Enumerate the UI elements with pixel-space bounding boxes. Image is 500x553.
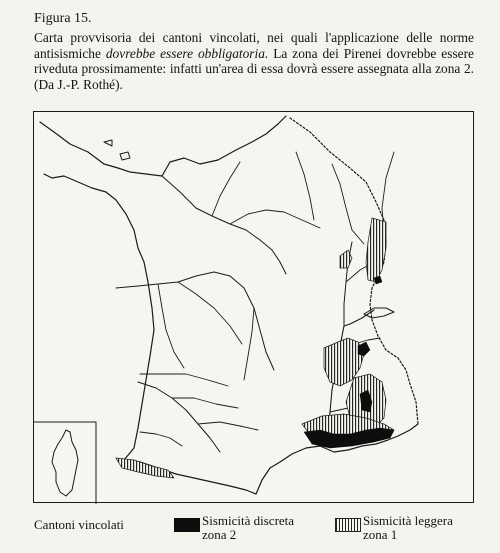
oise-river — [212, 162, 240, 216]
geneva-lake — [364, 308, 394, 318]
legend-leggera-line1: Sismicità leggera — [363, 513, 453, 528]
figure-caption — [34, 10, 474, 92]
legend-title: Cantoni vincolati — [34, 517, 124, 532]
zone-discreta-savoie — [358, 342, 370, 356]
caption-text-start: Carta provvisoria dei cantoni vincolati, nei quali l'applicazione delle norme antisismiche — [34, 30, 474, 61]
dordogne-river — [140, 374, 228, 386]
zone-leggera-pyrenees — [116, 458, 174, 478]
corsica-island — [52, 430, 78, 496]
adour-river — [140, 432, 182, 446]
caption-text-italic: dovrebbe essere obbligatoria. — [105, 45, 269, 61]
cher-river — [178, 282, 242, 344]
marne-river — [230, 210, 320, 228]
caption-text — [34, 30, 474, 92]
loire-river — [116, 272, 274, 370]
figure-label: Figura 15. — [34, 11, 92, 26]
tarn-river — [198, 422, 258, 430]
zone-leggera-vosges — [366, 218, 386, 282]
legend-leggera-line2: zona 1 — [363, 527, 398, 542]
coastline-atlantic — [44, 174, 154, 460]
legend-swatch-leggera — [335, 518, 361, 532]
corsica-inset-frame — [34, 422, 96, 504]
seine-river — [162, 176, 286, 274]
channel-islands — [104, 140, 130, 160]
legend-discreta-line1: Sismicità discreta — [202, 513, 295, 528]
caption-text-end: La zona dei Pirenei dovrebbe essere riveduta prossimamente: infatti un'area di essa dovrà essere assegnata alla zona 2. (Da J.-P. Rothé). — [34, 45, 475, 92]
vienne-river — [158, 284, 184, 368]
map-legend — [34, 508, 474, 548]
allier-river — [244, 308, 254, 380]
map-svg — [34, 112, 475, 504]
seismic-zones-map — [33, 111, 474, 503]
legend-swatch-discreta — [174, 518, 200, 532]
meuse-river — [296, 152, 314, 220]
coastline-channel — [40, 116, 286, 176]
garonne-river — [138, 382, 220, 452]
legend-label-leggera — [363, 514, 453, 542]
legend-label-discreta — [202, 514, 294, 542]
legend-discreta-line2: zona 2 — [202, 527, 237, 542]
